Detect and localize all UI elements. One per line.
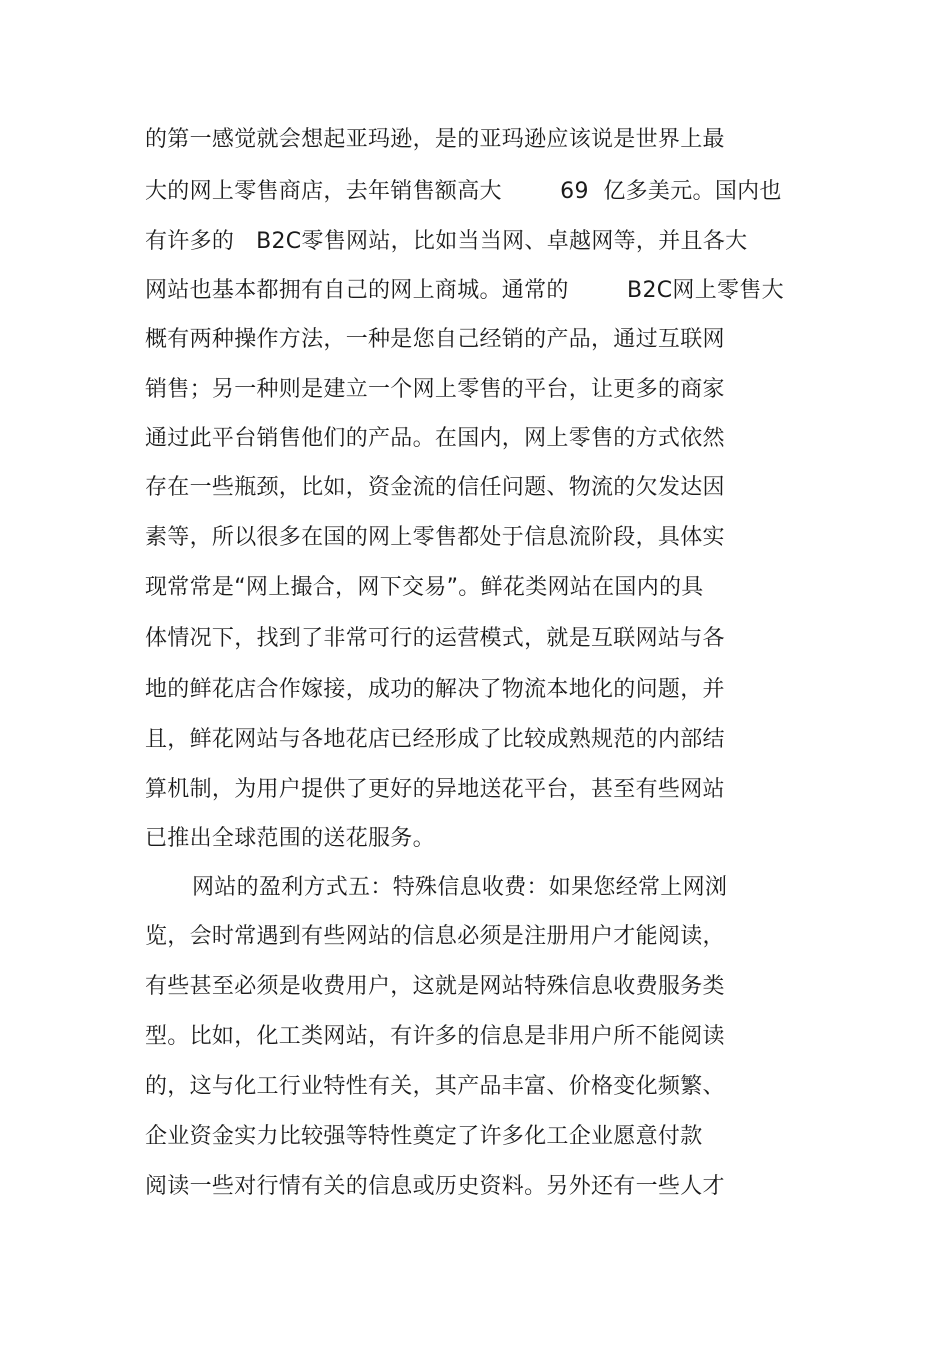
text-line: 通过此平台销售他们的产品。在国内，网上零售的方式依然 — [145, 426, 725, 451]
text-line: 概有两种操作方法，一种是您自己经销的产品，通过互联网 — [145, 327, 725, 352]
text-line: 的第一感觉就会想起亚玛逊，是的亚玛逊应该说是世界上最 — [145, 127, 725, 152]
text-line: 素等，所以很多在国的网上零售都处于信息流阶段，具体实 — [145, 525, 725, 550]
text-line: 且，鲜花网站与各地花店已经形成了比较成熟规范的内部结 — [145, 727, 725, 752]
text-line: 已推出全球范围的送花服务。 — [145, 826, 435, 851]
text-line: 的，这与化工行业特性有关，其产品丰富、价格变化频繁、 — [145, 1074, 725, 1099]
text-line: 销售；另一种则是建立一个网上零售的平台，让更多的商家 — [145, 377, 725, 402]
text-line: 地的鲜花店合作嫁接，成功的解决了物流本地化的问题，并 — [145, 677, 725, 702]
text-line: 览，会时常遇到有些网站的信息必须是注册用户才能阅读， — [145, 924, 725, 949]
paragraph-first-line: 网站的盈利方式五：特殊信息收费：如果您经常上网浏 — [192, 875, 728, 900]
text-line: 阅读一些对行情有关的信息或历史资料。另外还有一些人才 — [145, 1174, 725, 1199]
text-line: 体情况下，找到了非常可行的运营模式，就是互联网站与各 — [145, 626, 725, 651]
text-line: 大的网上零售商店，去年销售额高大 69 亿多美元。国内也 — [145, 179, 782, 204]
text-line: 有些甚至必须是收费用户，这就是网站特殊信息收费服务类 — [145, 974, 725, 999]
text-line: 型。比如，化工类网站，有许多的信息是非用户所不能阅读 — [145, 1024, 725, 1049]
text-line: 企业资金实力比较强等特性奠定了许多化工企业愿意付款 — [145, 1124, 703, 1149]
text-line: 网站也基本都拥有自己的网上商城。通常的 B2C网上零售大 — [145, 278, 784, 303]
text-line: 存在一些瓶颈，比如，资金流的信任问题、物流的欠发达因 — [145, 475, 725, 500]
text-line: 算机制，为用户提供了更好的异地送花平台，甚至有些网站 — [145, 777, 725, 802]
text-line: 有许多的 B2C零售网站，比如当当网、卓越网等，并且各大 — [145, 229, 748, 254]
text-line: 现常常是“网上撮合，网下交易”。鲜花类网站在国内的具 — [145, 575, 704, 600]
